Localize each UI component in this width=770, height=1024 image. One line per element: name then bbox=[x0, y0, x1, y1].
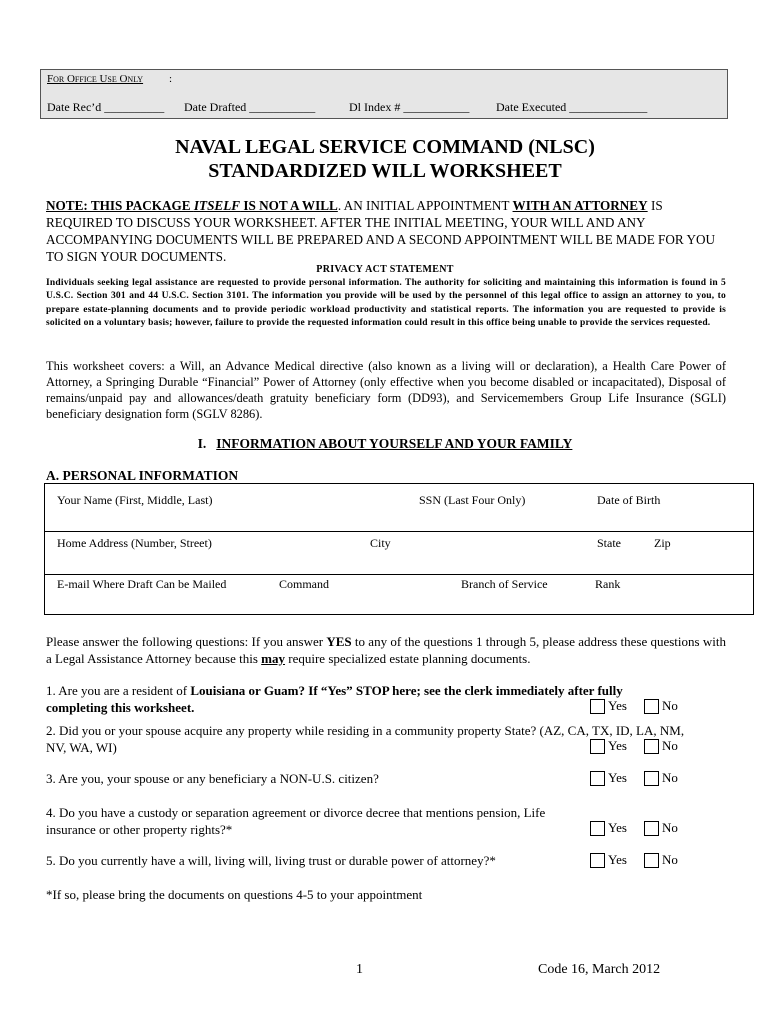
q1-no-label: No bbox=[662, 698, 678, 713]
question-4: 4. Do you have a custody or separation agreement or divorce decree that mentions pension, Life insurance or other property rights?* bbox=[46, 805, 546, 837]
home-address-field[interactable]: Home Address (Number, Street) bbox=[57, 536, 212, 550]
q4-yes-label: Yes bbox=[608, 820, 627, 835]
name-field[interactable]: Your Name (First, Middle, Last) bbox=[57, 493, 213, 507]
q5-no-label: No bbox=[662, 852, 678, 867]
note-with-attorney: WITH AN ATTORNEY bbox=[512, 198, 648, 213]
section-title: INFORMATION ABOUT YOURSELF AND YOUR FAMILY bbox=[216, 436, 573, 451]
ssn-field[interactable]: SSN (Last Four Only) bbox=[419, 493, 526, 507]
table-divider bbox=[45, 531, 753, 532]
dl-index-field[interactable]: Dl Index # ___________ bbox=[349, 100, 470, 114]
section-heading bbox=[0, 436, 770, 452]
personal-info-heading: A. PERSONAL INFORMATION bbox=[46, 468, 239, 483]
q1-yes-label: Yes bbox=[608, 698, 627, 713]
page-number: 1 bbox=[356, 962, 363, 977]
q5-yes-checkbox[interactable] bbox=[590, 853, 605, 868]
instructions-may: may bbox=[261, 651, 286, 666]
note-rest: IS REQUIRED TO DISCUSS YOUR WORKSHEET. AFTER THE INITIAL MEETING, YOUR WILL AND ANY ACCOMPANYING DOCUMENTS WILL BE PREPARED AND A SECOND APPOINTMENT WILL BE MADE FOR YOU TO SIGN YOUR DOCUMENTS. bbox=[46, 198, 716, 264]
q2-yes-checkbox[interactable] bbox=[590, 739, 605, 754]
q3-no-checkbox[interactable] bbox=[644, 771, 659, 786]
note-not-a-will: IS NOT A WILL bbox=[240, 198, 338, 213]
question-1-bold: Louisiana or Guam? If “Yes” STOP here; see the clerk immediately after fully completing this worksheet. bbox=[46, 683, 623, 715]
privacy-act-text: Individuals seeking legal assistance are requested to provide personal information. The authority for soliciting and maintaining this information is found in 5 U.S.C. Section 301 and 44 U.S.C. Section 3101. The information you provide will be used by the personnel of this legal office to assign an attorney to you, to prepare estate-planning documents and to provide periodic workload productivity and statistical reports. The information you are requested to provide is solicited on a voluntary basis; however, failure to provide the requested information could result in this office being unable to provide the services requested. bbox=[46, 278, 726, 329]
page-title-line1: NAVAL LEGAL SERVICE COMMAND (NLSC) bbox=[175, 136, 595, 158]
q2-no-checkbox[interactable] bbox=[644, 739, 659, 754]
instructions-yes: YES bbox=[326, 634, 352, 649]
city-field[interactable]: City bbox=[370, 536, 391, 550]
privacy-act-title: PRIVACY ACT STATEMENT bbox=[316, 264, 454, 275]
note-paragraph bbox=[46, 197, 726, 265]
q3-no-label: No bbox=[662, 770, 678, 785]
form-code: Code 16, March 2012 bbox=[538, 962, 661, 977]
office-use-title: For Office Use Only bbox=[47, 73, 144, 85]
note-appointment: . AN INITIAL APPOINTMENT bbox=[337, 198, 513, 213]
date-executed-field[interactable]: Date Executed _____________ bbox=[496, 100, 648, 114]
q5-no-checkbox[interactable] bbox=[644, 853, 659, 868]
question-5: 5. Do you currently have a will, living will, living trust or durable power of attorney?* bbox=[46, 853, 496, 868]
footnote: *If so, please bring the documents on questions 4-5 to your appointment bbox=[46, 887, 423, 902]
q5-yes-label: Yes bbox=[608, 852, 627, 867]
q2-no-label: No bbox=[662, 738, 678, 753]
instructions-paragraph bbox=[46, 633, 726, 667]
instructions-text: require specialized estate planning documents. bbox=[285, 651, 531, 666]
section-number: I. bbox=[197, 436, 207, 451]
note-lead: NOTE: THIS PACKAGE bbox=[46, 198, 194, 213]
command-field[interactable]: Command bbox=[279, 577, 329, 591]
q3-yes-label: Yes bbox=[608, 770, 627, 785]
question-3: 3. Are you, your spouse or any beneficiary a NON-U.S. citizen? bbox=[46, 771, 379, 786]
office-use-box bbox=[40, 69, 728, 119]
worksheet-covers-paragraph: This worksheet covers: a Will, an Advance Medical directive (also known as a living will or declaration), a Health Care Power of Attorney, a Springing Durable “Financial” Power of Attorney (only effective when you become disabled or incapacitated), Disposal of remains/unpaid pay and allowances/death gratuity beneficiary form (DD93), and Servicemembers Group Life Insurance (SGLI) beneficiary designation form (SGLV 8286). bbox=[46, 359, 726, 421]
table-divider bbox=[45, 574, 753, 575]
question-2: 2. Did you or your spouse acquire any property while residing in a community property State? (AZ, CA, TX, ID, LA, NM, NV, WA, WI) bbox=[46, 723, 685, 755]
question-1-text: 1. Are you are a resident of bbox=[46, 683, 191, 698]
q4-no-checkbox[interactable] bbox=[644, 821, 659, 836]
page-title-line2: STANDARDIZED WILL WORKSHEET bbox=[208, 160, 562, 182]
zip-field[interactable]: Zip bbox=[654, 536, 671, 550]
office-use-colon: : bbox=[169, 73, 173, 85]
state-field[interactable]: State bbox=[597, 536, 621, 550]
instructions-text: Please answer the following questions: If you answer bbox=[46, 634, 327, 649]
q1-yes-checkbox[interactable] bbox=[590, 699, 605, 714]
branch-field[interactable]: Branch of Service bbox=[461, 577, 548, 591]
rank-field[interactable]: Rank bbox=[595, 577, 621, 591]
instructions-text: to any of the questions 1 through 5, please address these questions with a Legal Assistance Attorney because this bbox=[46, 634, 726, 666]
q3-yes-checkbox[interactable] bbox=[590, 771, 605, 786]
q1-no-checkbox[interactable] bbox=[644, 699, 659, 714]
q2-yes-label: Yes bbox=[608, 738, 627, 753]
q4-no-label: No bbox=[662, 820, 678, 835]
note-itself: ITSELF bbox=[193, 198, 241, 213]
q4-yes-checkbox[interactable] bbox=[590, 821, 605, 836]
personal-info-table bbox=[44, 483, 754, 615]
date-received-field[interactable]: Date Rec’d __________ bbox=[47, 100, 165, 114]
date-drafted-field[interactable]: Date Drafted ___________ bbox=[184, 100, 316, 114]
email-field[interactable]: E-mail Where Draft Can be Mailed bbox=[57, 577, 227, 591]
dob-field[interactable]: Date of Birth bbox=[597, 493, 661, 507]
